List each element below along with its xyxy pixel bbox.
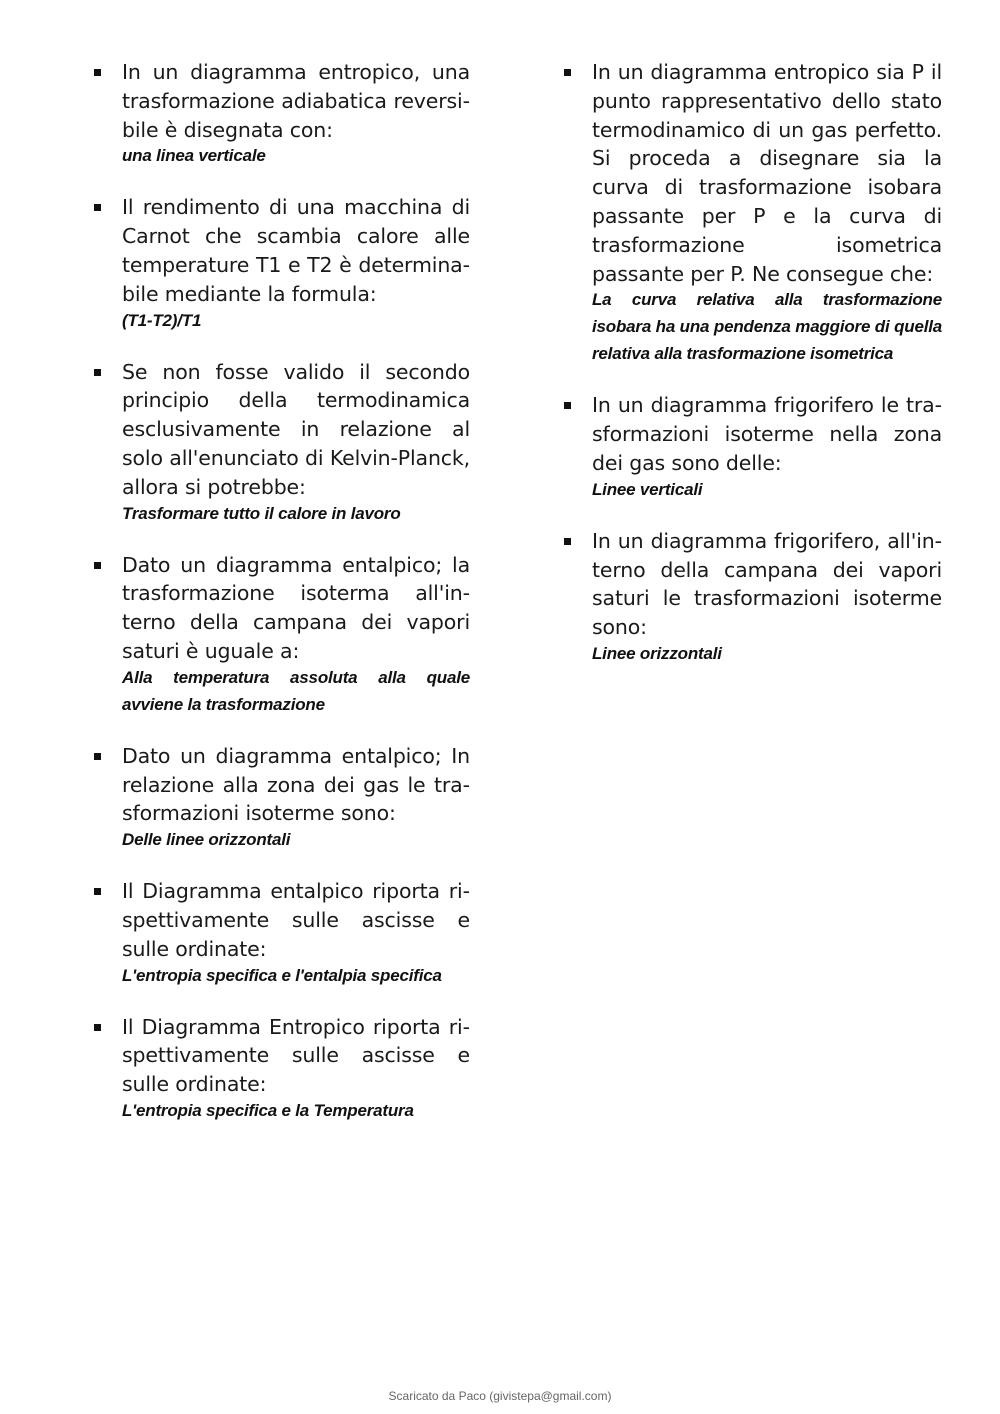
answer-text: Alla temperatura assoluta alla quale avviene la trasformazione (122, 667, 470, 714)
bullet-icon (94, 753, 101, 760)
qa-item (92, 742, 470, 853)
bullet-icon (94, 69, 101, 76)
right-column (562, 58, 942, 691)
download-footer: Scaricato da Paco (givistepa@gmail.com) (388, 1389, 612, 1403)
bullet-icon (94, 1024, 101, 1031)
left-column (92, 58, 470, 1148)
answer-text: Linee orizzontali (592, 643, 722, 663)
question-text: In un diagramma entropico, una trasformazione adiabatica reversibile è disegnata con: (122, 60, 470, 142)
qa-item (562, 391, 942, 502)
question-text: Il Diagramma Entropico riporta rispettivamente sulle ascisse e sulle ordinate: (122, 1014, 470, 1097)
qa-item (562, 527, 942, 667)
qa-item (92, 58, 470, 169)
question-text: Dato un diagramma entalpico; la trasformazione isoterma all'interno della campana dei vapori saturi è uguale a: (122, 552, 470, 663)
question-text: In un diagramma frigorifero le trasformazioni isoterme nella zona dei gas sono delle: (592, 393, 942, 475)
question-text: Se non fosse valido il secondo principio della termodinamica esclusivamente in relazione al solo all'enunciato di Kelvin-Planck, allora si potrebbe: (122, 359, 470, 499)
qa-item (92, 358, 470, 527)
bullet-icon (564, 402, 571, 409)
answer-text: Delle linee orizzontali (122, 830, 291, 850)
bullet-icon (94, 369, 101, 376)
qa-item (92, 1013, 470, 1124)
bullet-icon (94, 204, 101, 211)
bullet-icon (564, 538, 571, 545)
question-text: In un diagramma frigorifero, all'interno della campana dei vapori saturi le trasformazioni isoterme sono: (592, 528, 942, 640)
answer-text: una linea verticale (122, 146, 266, 166)
answer-text: Linee verticali (592, 479, 703, 499)
qa-item (92, 193, 470, 333)
qa-item (92, 877, 470, 988)
answer-text: L'entropia specifica e l'entalpia specifica (122, 965, 442, 985)
qa-item (562, 58, 942, 367)
answer-text: (T1-T2)/T1 (122, 310, 202, 330)
question-text: Il Diagramma entalpico riporta rispettivamente sulle ascisse e sulle ordinate: (122, 879, 470, 961)
question-text: In un diagramma entropico sia P il punto rappresentativo dello stato termodinamico di un gas perfetto. Si proceda a disegnare sia la curva di trasformazione isobara passante per P e la curva di trasformazione isometrica passante per P. Ne consegue che: (592, 60, 942, 286)
qa-item (92, 551, 470, 718)
bullet-icon (94, 562, 101, 569)
question-text: Dato un diagramma entalpico; In relazione alla zona dei gas le trasformazioni isoterme sono: (122, 743, 470, 826)
bullet-icon (564, 69, 571, 76)
answer-text: La curva relativa alla trasformazione isobara ha una pendenza maggiore di quella relativa alla trasformazione isometrica (592, 290, 942, 364)
bullet-icon (94, 888, 101, 895)
answer-text: Trasformare tutto il calore in lavoro (122, 503, 401, 523)
answer-text: L'entropia specifica e la Temperatura (122, 1100, 414, 1120)
question-text: Il rendimento di una macchina di Carnot che scambia calore alle temperature T1 e T2 è determinabile mediante la formula: (122, 195, 470, 306)
